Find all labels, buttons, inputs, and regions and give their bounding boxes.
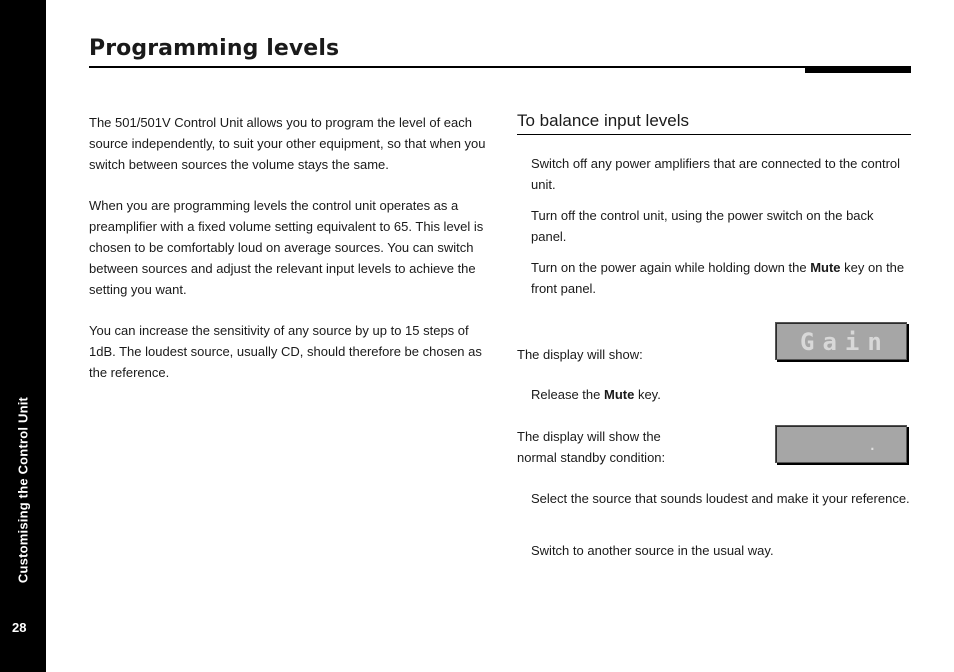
lcd-display-standby xyxy=(775,425,907,463)
step-4 xyxy=(531,384,911,405)
step-6: Switch to another source in the usual way. xyxy=(531,543,774,558)
lcd-display-gain xyxy=(775,322,907,360)
display-label-1: The display will show: xyxy=(517,347,643,362)
intro-paragraph-1: The 501/501V Control Unit allows you to program the level of each source independently, to suit your other equipment, so that when you switch between sources the volume stays the same. xyxy=(89,115,486,172)
page-number: 28 xyxy=(12,620,27,635)
intro-paragraph-3: You can increase the sensitivity of any source by up to 15 steps of 1dB. The loudest source, usually CD, should therefore be chosen as the reference. xyxy=(89,323,482,380)
lcd-gain-text: Gain xyxy=(800,328,890,356)
step-1: Switch off any power amplifiers that are connected to the control unit. xyxy=(531,156,901,192)
page-title: Programming levels xyxy=(89,36,340,61)
intro-paragraph-2: When you are programming levels the control unit operates as a preamplifier with a fixed volume setting equivalent to 65. This level is chosen to be comfortably loud on average sources. You can switch between sources and adjust the relevant input levels to achieve the setting you want. xyxy=(89,198,484,297)
section-label: Customising the Control Unit xyxy=(15,396,31,584)
sidebar xyxy=(0,0,46,672)
section-heading: To balance input levels xyxy=(517,110,911,135)
step-3-text-b: key on the front panel. xyxy=(531,260,905,296)
step-4-text-a: Release the xyxy=(531,387,604,402)
step-4-text-b: key. xyxy=(634,387,661,402)
step-2: Turn off the control unit, using the power switch on the back panel. xyxy=(531,208,874,244)
step-3 xyxy=(531,257,911,299)
display-label-2-line-2: normal standby condition: xyxy=(517,450,666,465)
mute-key-label: Mute xyxy=(810,260,841,275)
title-accent-bar xyxy=(805,66,911,73)
display-label-2 xyxy=(517,426,665,468)
step-3-text-a: Turn on the power again while holding down the xyxy=(531,260,811,275)
title-rule xyxy=(89,66,911,68)
mute-key-label-2: Mute xyxy=(604,387,635,402)
step-5: Select the source that sounds loudest and make it your reference. xyxy=(531,491,910,506)
display-label-2-line-1: The display will show the xyxy=(517,429,661,444)
lcd-standby-dot: . xyxy=(868,439,876,453)
